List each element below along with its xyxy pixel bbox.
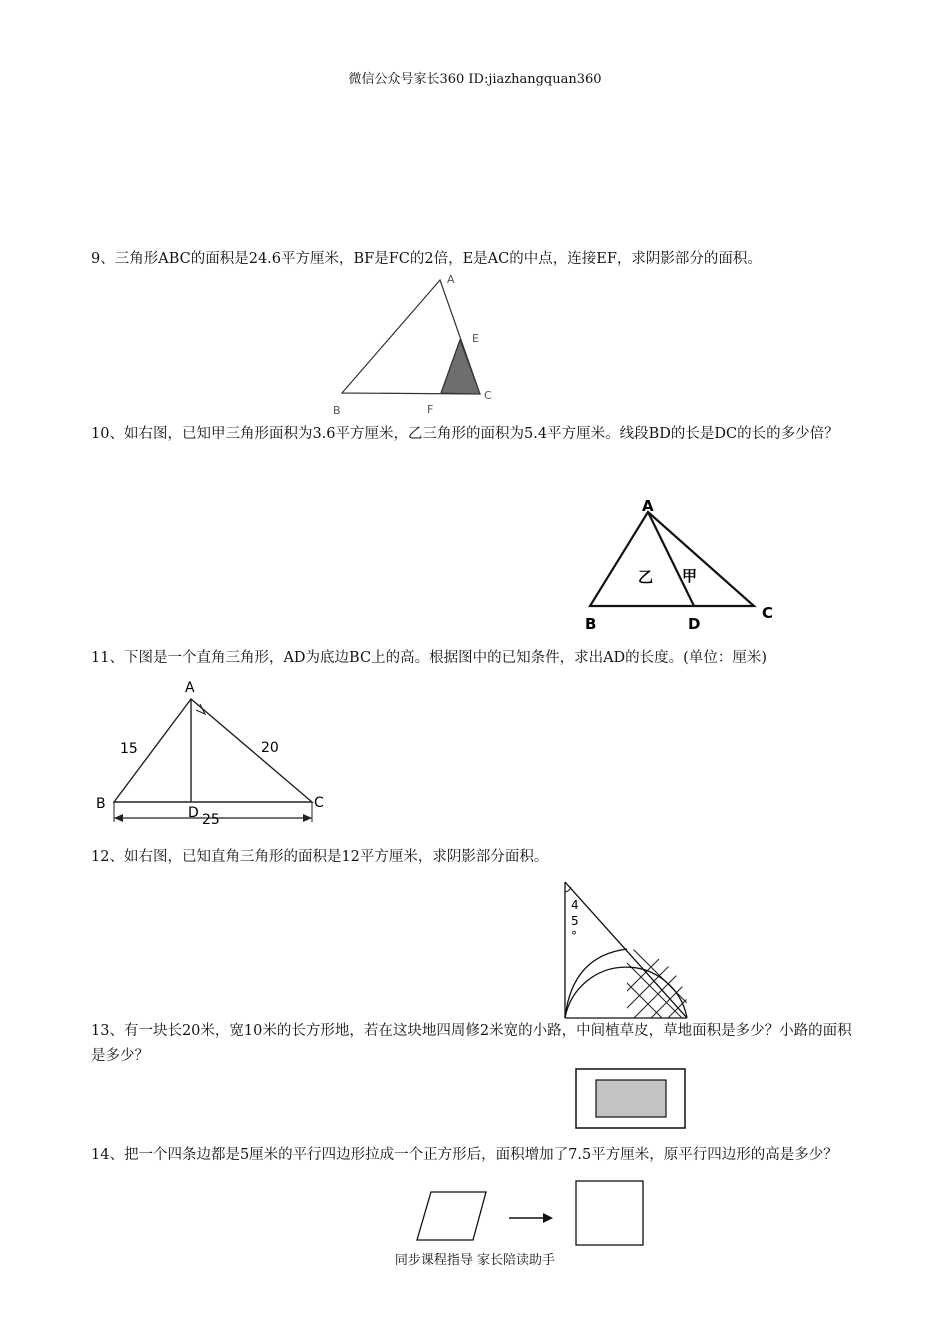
figure-q9-triangle <box>328 268 508 420</box>
label-d: D <box>688 615 701 633</box>
question-10-text: 10、如右图，已知甲三角形面积为3.6平方厘米，乙三角形的面积为5.4平方厘米。线段BD的长是DC的长的多少倍？ <box>91 426 839 442</box>
semicircle-arc <box>565 967 687 1018</box>
angle-label-digit-2: 5 <box>571 914 579 928</box>
label-b: B <box>96 796 106 812</box>
question-12-text: 12、如右图，已知直角三角形的面积是12平方厘米，求阴影部分面积。 <box>91 849 549 865</box>
figure-q14-parallelogram-to-square <box>412 1178 647 1248</box>
label-yi: 乙 <box>638 568 654 586</box>
figure-q10-triangle <box>572 492 782 637</box>
hatched-region <box>590 946 695 1018</box>
label-b: B <box>585 615 597 633</box>
figure-q12-semicircle <box>560 878 695 1024</box>
label-e: E <box>472 332 479 345</box>
question-14-text: 14、把一个四条边都是5厘米的平行四边形拉成一个正方形后，面积增加了7.5平方厘米，原平行四边形的高是多少？ <box>91 1147 838 1163</box>
label-a: A <box>642 497 654 515</box>
label-side-bc: 25 <box>202 812 220 828</box>
question-13-text: 13、有一块长20米，宽10米的长方形地，若在这块地四周修2米宽的小路，中间植草皮，草地面积是多少？小路的面积是多少？ <box>91 1023 852 1064</box>
label-c: C <box>314 795 324 811</box>
figure-q13-rectangle <box>574 1067 688 1132</box>
triangle-abc <box>114 699 312 802</box>
label-a: A <box>185 680 195 696</box>
label-c: C <box>762 604 774 622</box>
label-b: B <box>333 404 341 417</box>
label-f: F <box>427 403 434 416</box>
page-header: 微信公众号家长360 ID:jiazhangquan360 <box>348 72 602 87</box>
inner-arc <box>565 949 627 1018</box>
square <box>576 1181 643 1245</box>
shaded-triangle-efc <box>441 340 480 394</box>
figure-q11-right-triangle <box>90 672 340 832</box>
label-d: D <box>188 805 199 821</box>
label-side-ab: 15 <box>120 741 138 757</box>
page-footer: 同步课程指导 家长陪读助手 <box>394 1253 556 1268</box>
segment-ad <box>648 512 694 606</box>
angle-label-degree: ° <box>571 929 577 943</box>
question-11-text: 11、下图是一个直角三角形，AD为底边BC上的高。根据图中的已知条件，求出AD的长度。(单位：厘米) <box>91 650 767 666</box>
dimension-arrow-right <box>303 814 312 822</box>
label-side-ac: 20 <box>261 740 279 756</box>
label-jia: 甲 <box>682 567 698 585</box>
triangle-hypotenuse <box>565 882 687 1018</box>
parallelogram <box>417 1192 486 1240</box>
label-a: A <box>447 273 455 286</box>
inner-rectangle-grass <box>596 1080 666 1117</box>
arrow-head <box>543 1213 553 1223</box>
angle-label-digit-1: 4 <box>571 898 579 912</box>
label-c: C <box>484 389 492 402</box>
dimension-arrow-left <box>114 814 123 822</box>
question-9-text: 9、三角形ABC的面积是24.6平方厘米，BF是FC的2倍，E是AC的中点，连接EF，求阴影部分的面积。 <box>91 251 762 267</box>
